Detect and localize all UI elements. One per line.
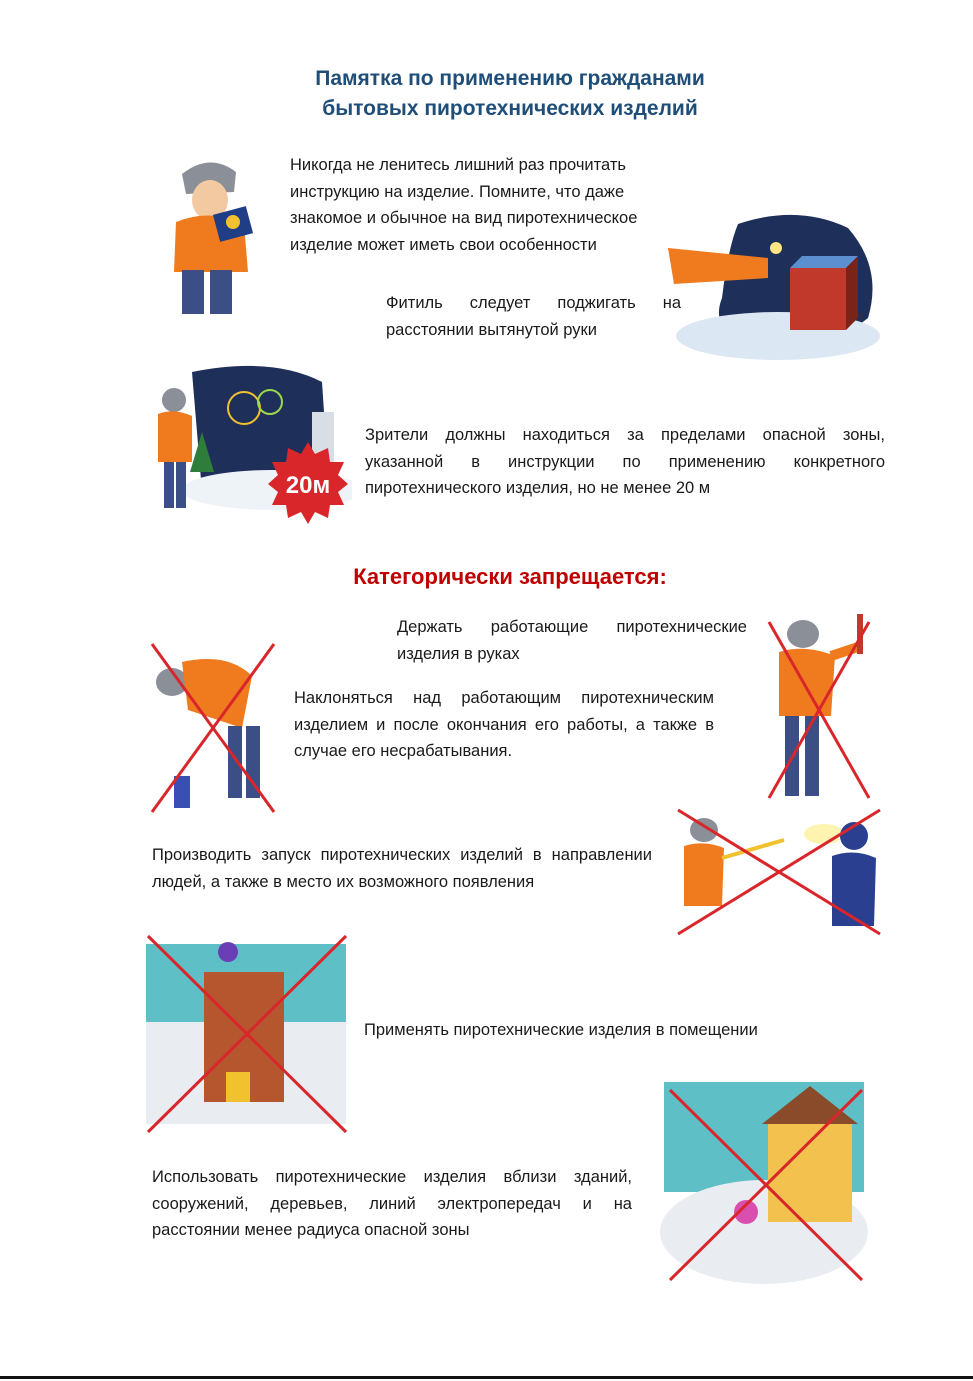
near-buildings-illustration: [658, 1062, 870, 1286]
title-line-2: бытовых пиротехнических изделий: [322, 97, 698, 120]
prohibited-item-4: Применять пиротехнические изделия в помещении: [364, 1021, 758, 1039]
distance-badge-label: 20м: [285, 472, 331, 499]
prohibited-heading: Категорически запрещается:: [353, 564, 667, 589]
holding-firework-illustration: [765, 612, 875, 804]
prohibited-item-2: Наклоняться над работающим пиротехническим изделием и после окончания его работы, а также в случае его несрабатывания.: [294, 689, 714, 760]
title-line-1: Памятка по применению гражданами: [315, 67, 705, 90]
man-reading-box-illustration: [160, 152, 260, 320]
aiming-at-people-illustration: [674, 806, 884, 938]
prohibited-item-3: Производить запуск пиротехнических изделий в направлении людей, а также в место их возможного появления: [152, 846, 652, 891]
indoor-fireworks-illustration: [144, 932, 350, 1136]
bottom-rule: [0, 1376, 973, 1379]
fuse-text: Фитиль следует поджигать на расстоянии вытянутой руки: [386, 294, 681, 339]
distance-badge: [268, 440, 348, 526]
prohibited-item-1: Держать работающие пиротехнические изделия в руках: [397, 618, 747, 663]
leaning-over-illustration: [148, 636, 278, 816]
spectators-text: Зрители должны находиться за пределами опасной зоны, указанной в инструкции по применению конкретного пиротехнического изделия, но не менее 20 м: [365, 426, 885, 497]
instructions-text: Никогда не ленитесь лишний раз прочитать инструкцию на изделие. Помните, что даже знакомое и обычное на вид пиротехническое изделие может иметь свои особенности: [290, 156, 638, 254]
page-title: [200, 64, 820, 124]
prohibited-item-5: Использовать пиротехнические изделия вблизи зданий, сооружений, деревьев, линий электропередач и на расстоянии менее радиуса опасной зоны: [152, 1168, 632, 1239]
lighting-fuse-illustration: [668, 208, 880, 363]
